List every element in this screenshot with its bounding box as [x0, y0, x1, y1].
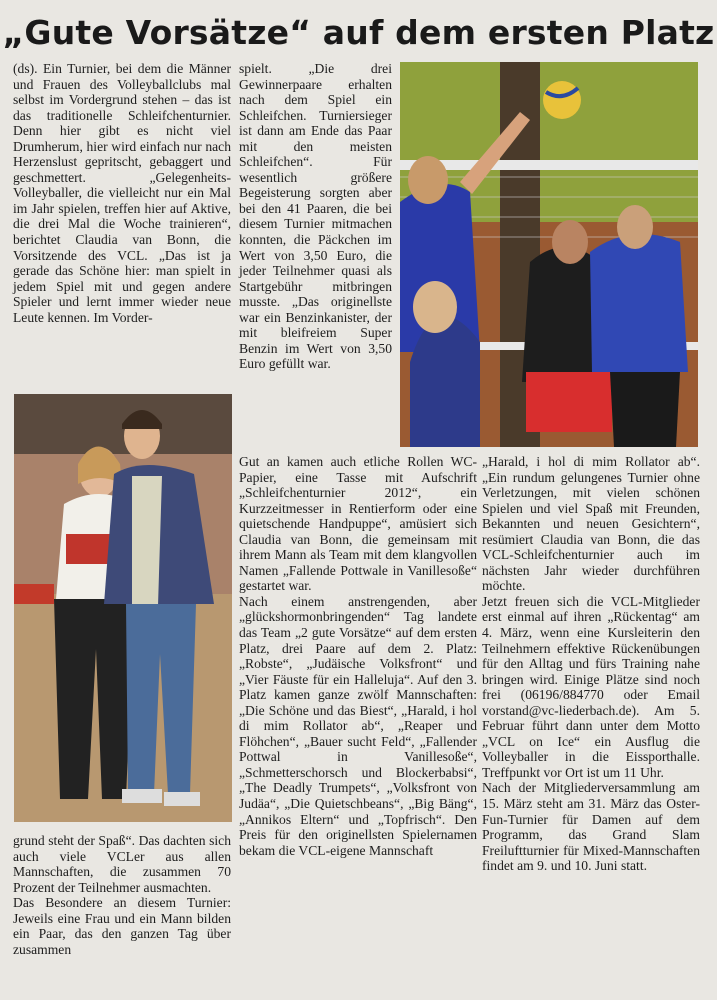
article-column-2-bottom [239, 454, 477, 858]
paragraph: Nach einem anstrengenden, aber „glückshormonbringenden“ Tag landete das Team „2 gute Vorsätze“ auf dem ersten Platz, drei Paare auf dem 2. Platz: „Robste“, „Judäische Volksfront“ und „Vier Fäuste für ein Halleluja“. Auf den 3. Platz kamen ganze zwölf Mannschaften: „Die Schöne und das Biest“, „Harald, i hol di mim Rollator ab“, „Reaper und Flöhchen“, „Bauer sucht Feld“, „Fallender Pottwal in Vanillesoße“, „Schmetterschorsch und Blockerbabsi“, „The Deadly Trumpets“, „Volksfront von Judäa“, „Die Quietschbeans“, „Big Bäng“, „Annikos Eltern“ und „Topfrisch“. Den Preis für den originellsten Spielernamen bekam die VCL-eigene Mannschaft [239, 593, 477, 858]
paragraph: Nach der Mitgliederversammlung am 15. März steht am 31. März das Oster-Fun-Turnier für Damen auf dem Programm, das Grand Slam Freiluftturnier für Mixed-Mannschaften findet am 9. und 10. Juni statt. [482, 780, 700, 874]
volleyball-photo [400, 62, 698, 447]
volleyball-photo-image [400, 62, 698, 447]
paragraph: Das Besondere an diesem Turnier: Jeweils eine Frau und ein Mann bilden ein Paar, das den ganzen Tag über zusammen [13, 895, 231, 957]
paragraph: spielt. „Die drei Gewinnerpaare erhalten nach dem Spiel ein Schleifchen. Turniersieger ist dann am Ende das Paar mit den meisten Schleifchen“. Für wesentlich größere Begeisterung sorgten aber bei den 41 Paaren, die bei diesem Turnier mitmachen konnten, die Päckchen im Wert von 3,50 Euro, die jeder Teilnehmer quasi als Startgebühr mitbringen musste. „Das originellste war ein Benzinkanister, der mit bleifreiem Super Benzin im Wert von 3,50 Euro gefüllt war. [239, 61, 392, 372]
paragraph: (ds). Ein Turnier, bei dem die Männer und Frauen des Volleyballclubs mal selbst im Vordergrund stehen – das ist das traditionelle Schleifchenturnier. Denn hier gibt es nicht viel Drumherum, hier wird einfach nur nach Herzenslust gepritscht, gebaggert und geschmettert. „Gelegenheits-Volleyballer, die vielleicht nur ein Mal im Jahr spielen, treffen hier auf Aktive, die drei Mal die Woche trainieren“, berichtet Claudia van Bonn, die Vorsitzende des VCL. „Das ist ja gerade das Schöne hier: man spielt in jedem Spiel mit und gegen andere Spieler und lernt immer wieder neue Leute kennen. Im Vorder- [13, 61, 231, 325]
paragraph: Gut an kamen auch etliche Rollen WC-Papier, eine Tasse mit Aufschrift „Schleifchenturnier 2012“, ein Kurzzeitmesser in Rentierform oder eine quietschende Handpuppe“, amüsiert sich Claudia van Bonn, die gemeinsam mit ihrem Mann als Team mit dem klangvollen Namen „Fallende Pottwale in Vanillesoße“ gestartet war. [239, 454, 477, 594]
article-column-1-bottom [13, 833, 231, 957]
article-column-2-top [239, 61, 392, 372]
couple-photo-image [14, 394, 232, 822]
paragraph: grund steht der Spaß“. Das dachten sich auch viele VCLer aus allen Mannschaften, die zusammen 70 Prozent der Teilnehmer ausmachten. [13, 833, 231, 895]
paragraph: Jetzt freuen sich die VCL-Mitglieder erst einmal auf ihren „Rückentag“ am 4. März, wenn eine Kursleiterin den Teilnehmern effektive Rückenübungen für den Alltag und fürs Training nahe bringen wird. Einige Plätze sind noch frei (06196/884770 oder Email vorstand@vc-liederbach.de). Am 5. Februar führt dann unter dem Motto „VCL on Ice“ ein Ausflug die Volleyballer in die Eissporthalle. Treffpunkt vor Ort ist um 11 Uhr. [482, 593, 700, 780]
article-column-3 [482, 454, 700, 874]
headline: „Gute Vorsätze“ auf dem ersten Platz [2, 13, 715, 52]
article-column-1-top [13, 61, 231, 325]
paragraph: „Harald, i hol di mim Rollator ab“. „Ein rundum gelungenes Turnier ohne Verletzungen, mit vielen schönen Spielen und viel Spaß mit Freunden, Bekannten und neuen Gesichtern“, resümiert Claudia van Bonn, die das VCL-Schleifchenturnier auch im nächsten Jahr wieder durchführen möchte. [482, 454, 700, 594]
couple-photo [14, 394, 232, 822]
